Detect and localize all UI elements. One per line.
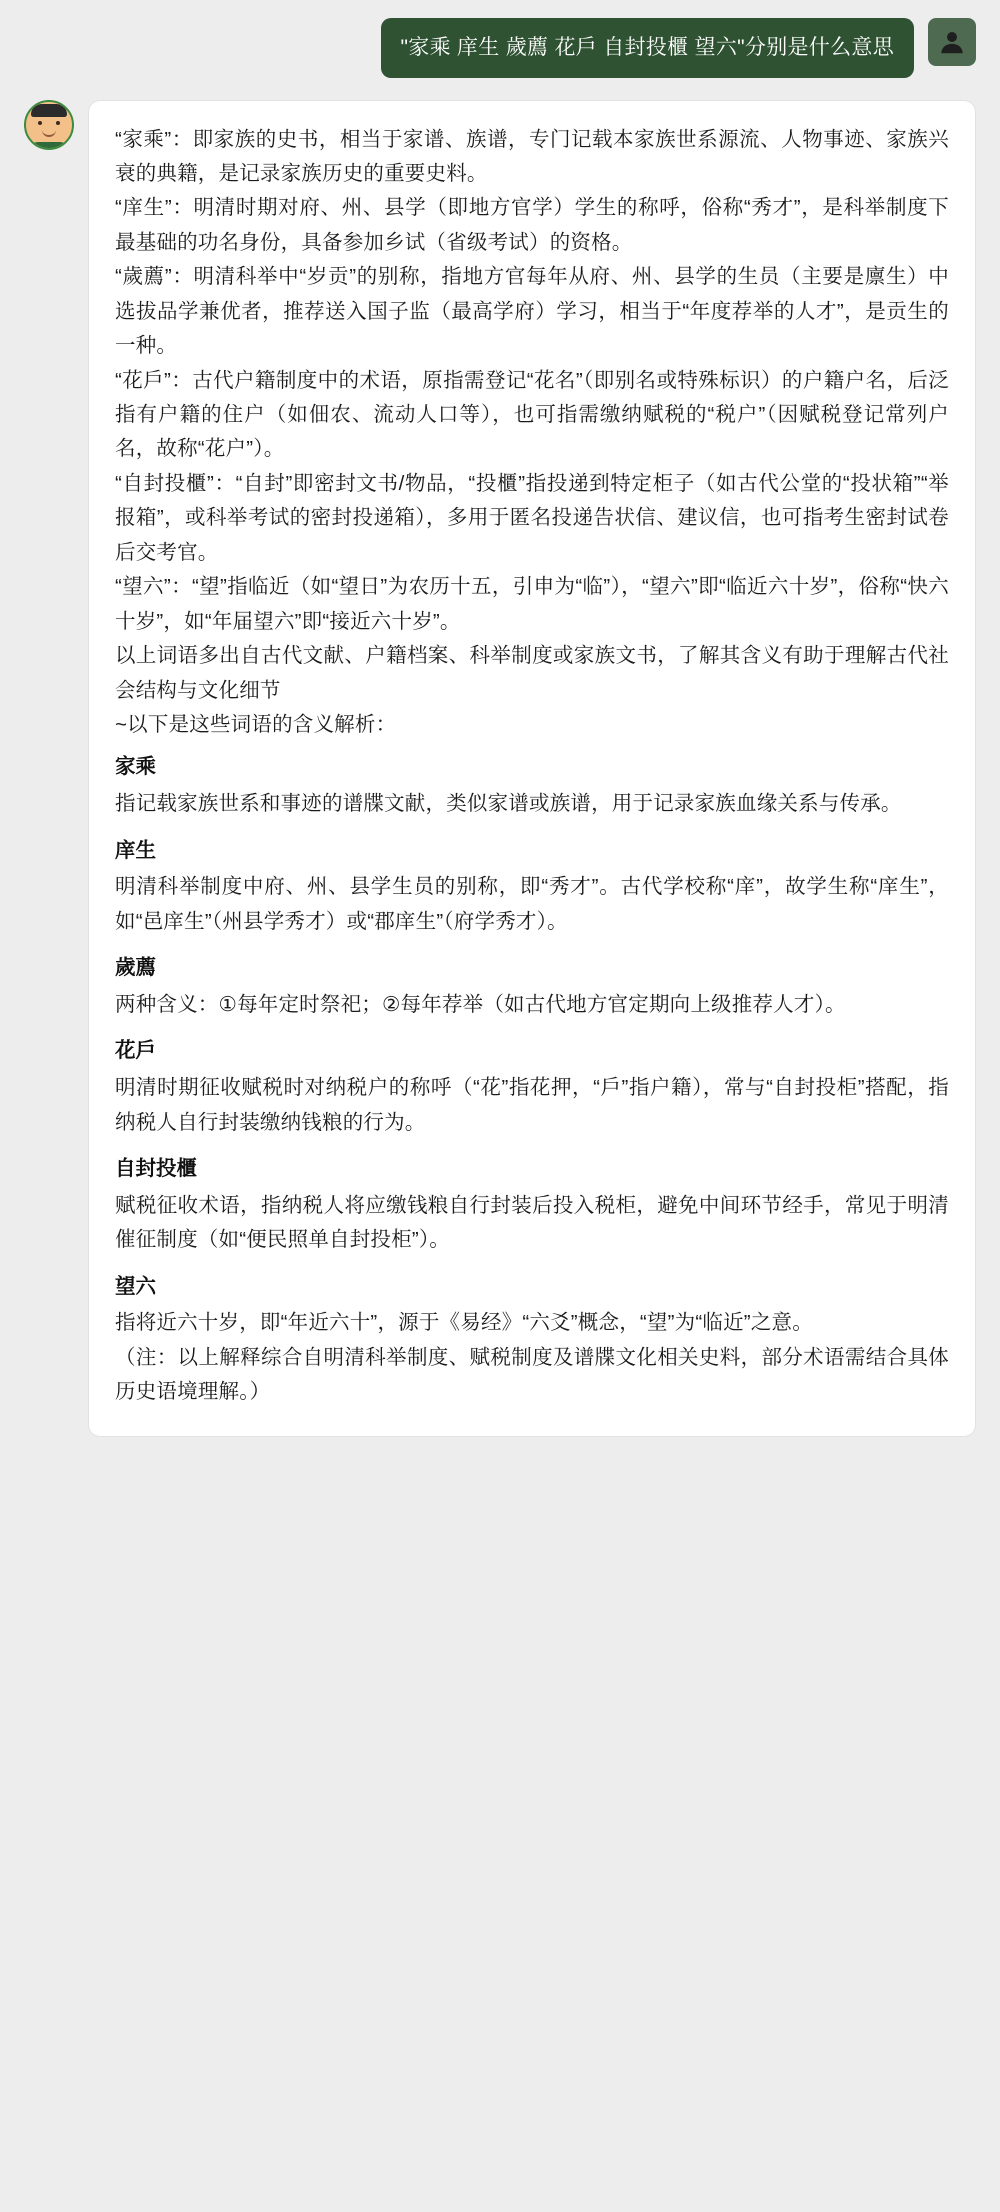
section-body: 指记载家族世系和事迹的谱牒文献，类似家谱或族谱，用于记录家族血缘关系与传承。	[115, 792, 902, 816]
assistant-avatar-icon[interactable]	[24, 100, 74, 150]
avatar-eye-right	[56, 121, 60, 125]
user-message-bubble[interactable]: "家乘 庠生 歲薦 花戶 自封投櫃 望六"分别是什么意思	[381, 18, 914, 78]
assistant-paragraph: “歲薦”：明清科举中“岁贡”的别称，指地方官每年从府、州、县学的生员（主要是廪生）中选拔品学兼优者，推荐送入国子监（最高学府）学习，相当于“年度荐举的人才”，是贡生的一种。	[115, 265, 949, 358]
section-heading: 歲薦	[115, 956, 156, 980]
section-body: 明清科举制度中府、州、县学生员的别称，即“秀才”。古代学校称“庠”，故学生称“庠生”，如“邑庠生”（州县学秀才）或“郡庠生”（府学秀才）。	[115, 875, 949, 933]
assistant-message-bubble	[88, 100, 976, 1437]
user-message-row	[24, 18, 976, 78]
avatar-mouth	[42, 128, 56, 137]
assistant-paragraph: “花戶”：古代户籍制度中的术语，原指需登记“花名”（即别名或特殊标识）的户籍户名，后泛指有户籍的住户（如佃农、流动人口等），也可指需缴纳赋税的“税户”（因赋税登记常列户名，故称“花户”）。	[115, 368, 949, 461]
assistant-message-row	[24, 100, 976, 1437]
assistant-paragraph: 以上词语多出自古代文献、户籍档案、科举制度或家族文书，了解其含义有助于理解古代社会结构与文化细节	[115, 644, 949, 702]
section-heading: 花戶	[115, 1039, 156, 1063]
assistant-paragraph: “家乘”：即家族的史书，相当于家谱、族谱，专门记载本家族世系源流、人物事迹、家族兴衰的典籍，是记录家族历史的重要史料。	[115, 127, 949, 185]
assistant-paragraph: ~以下是这些词语的含义解析：	[115, 712, 397, 736]
section-heading: 望六	[115, 1274, 156, 1298]
user-avatar-icon[interactable]	[928, 18, 976, 66]
section-heading: 庠生	[115, 838, 156, 862]
assistant-paragraph: “自封投櫃”：“自封”即密封文书/物品，“投櫃”指投递到特定柜子（如古代公堂的“投状箱”“举报箱”，或科举考试的密封投递箱），多用于匿名投递告状信、建议信，也可指考生密封试卷后交考官。	[115, 471, 949, 564]
section-heading: 自封投櫃	[115, 1157, 197, 1180]
section-body: 明清时期征收赋税时对纳税户的称呼（“花”指花押，“戶”指户籍），常与“自封投柜”搭配，指纳税人自行封装缴纳钱粮的行为。	[115, 1076, 949, 1134]
assistant-footnote: （注：以上解释综合自明清科举制度、赋税制度及谱牒文化相关史料，部分术语需结合具体历史语境理解。）	[115, 1345, 949, 1404]
assistant-paragraph: “庠生”：明清时期对府、州、县学（即地方官学）学生的称呼，俗称“秀才”，是科举制度下最基础的功名身份，具备参加乡试（省级考试）的资格。	[115, 196, 949, 254]
section-body: 指将近六十岁，即“年近六十”，源于《易经》“六爻”概念，“望”为“临近”之意。	[115, 1311, 813, 1335]
avatar-eye-left	[38, 121, 42, 125]
avatar-hair	[31, 104, 67, 117]
section-body: 赋税征收术语，指纳税人将应缴钱粮自行封装后投入税柜，避免中间环节经手，常见于明清催征制度（如“便民照单自封投柜”）。	[115, 1193, 949, 1252]
avatar-shirt	[28, 142, 70, 150]
assistant-paragraph: “望六”：“望”指临近（如“望日”为农历十五，引申为“临”），“望六”即“临近六十岁”，俗称“快六十岁”，如“年届望六”即“接近六十岁”。	[115, 575, 949, 633]
section-body: 两种含义：①每年定时祭祀；②每年荐举（如古代地方官定期向上级推荐人才）。	[115, 992, 846, 1016]
section-heading: 家乘	[115, 755, 156, 779]
